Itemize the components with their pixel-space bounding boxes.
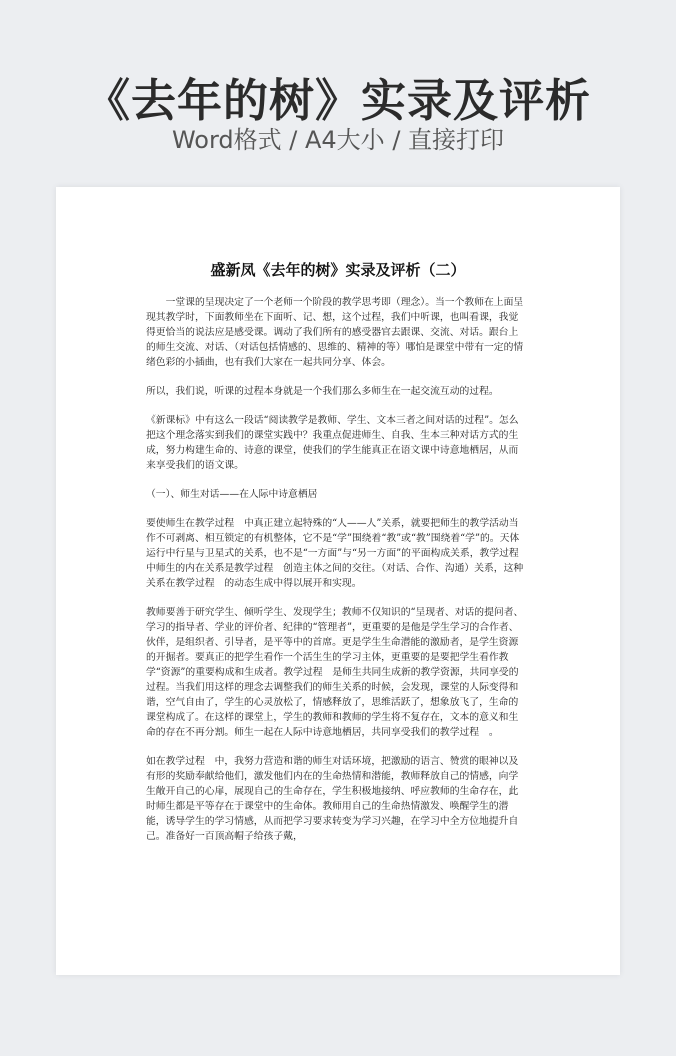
paragraph: 所以，我们说，听课的过程本身就是一个我们那么多师生在一起交流互动的过程。 — [146, 386, 499, 397]
banner-subtitle: Word格式 / A4大小 / 直接打印 — [171, 126, 505, 154]
document-page — [56, 187, 620, 975]
paragraph: 如在教学过程 中，我努力营造和谐的师生对话环境，把激励的语言、赞赏的眼神以及有形的奖励奉献给他们，激发他们内在的生命热情和潜能，教师释放自己的情感，向学生敞开自己的心扉，展现自己的生命存在，学生积极地接纳、呼应教师的生命存在，此时师生都是平等存在于课堂中的生命体。教师用自己的生命热情激发、唤醒学生的潜能，诱导学生的学习情感，从而把学习要求转变为学习兴趣，在学习中全方位地提升自己。准备好一百顶高帽子给孩子戴， — [146, 756, 519, 842]
document-body — [146, 295, 528, 858]
paragraph: 要使师生在教学过程 中真正建立起特殊的“人——人”关系，就要把师生的教学活动当作不可剥离、相互锁定的有机整体，它不是“学”围绕着“教”或“教”围绕着“学”的。天体运行中行星与卫星式的关系，也不是“一方面”与“另一方面”的平面构成关系，教学过程 中师生的内在关系是教学过程 创造主体之间的交往。（对话、合作、沟通）关系，这种关系在教学过程 的动态生成中得以展开和实现。 — [146, 518, 529, 589]
banner-title: 《去年的树》实录及评析 — [84, 74, 591, 127]
paragraph: 一堂课的呈现决定了一个老师一个阶段的教学思考即（理念）。当一个教师在上面呈现其教学时，下面教师坐在下面听、记、想，这个过程，我们中听课，也叫看课，我觉得更恰当的说法应是感受课。调动了我们所有的感受器官去跟课、交流、对话。跟台上的师生交流、对话、（对话包括情感的、思维的、精神的等）哪怕是课堂中带有一定的情绪色彩的小插曲，也有我们大家在一起共同分享、体会。 — [146, 297, 524, 368]
section-heading: （一）、师生对话——在人际中诗意栖居 — [146, 489, 318, 500]
paragraph: 教师要善于研究学生、倾听学生、发现学生；教师不仅知识的“呈现者、对话的提问者、学习的指导者、学业的评价者、纪律的“管理者”，更重要的是他是学生学习的合作者、伙伴，是组织者、引导者，是平等中的首席。更是学生生命潜能的激励者，是学生资源的开掘者。要真正的把学生看作一个活生生的学习主体，更重要的是要把学生看作教学“资源”的重要构成和生成者。教学过程 是师生共同生成新的教学资源，共同享受的过程。当我们用这样的理念去调整我们的师生关系的时候，会发现，课堂的人际变得和谐，空气自由了，学生的心灵放松了，情感释放了，思维活跃了，想象放飞了，生命的课堂构成了。在这样的课堂上，学生的教师和教师的学生将不复存在，文本的意义和生命的存在不再分割。师生一起在人际中诗意地栖居，共同享受我们的教学过程 。 — [146, 607, 524, 738]
document-title: 盛新凤《去年的树》实录及评析（二） — [210, 261, 466, 279]
paragraph: 《新课标》中有这么一段话“阅读教学是教师、学生、文本三者之间对话的过程”。怎么把这个理念落实到我们的课堂实践中？我重点促进师生、自我、生本三种对话方式的生成，努力构建生命的、诗意的课堂，使我们的学生能真正在语文课中诗意地栖居，从而来享受我们的语文课。 — [146, 415, 519, 471]
